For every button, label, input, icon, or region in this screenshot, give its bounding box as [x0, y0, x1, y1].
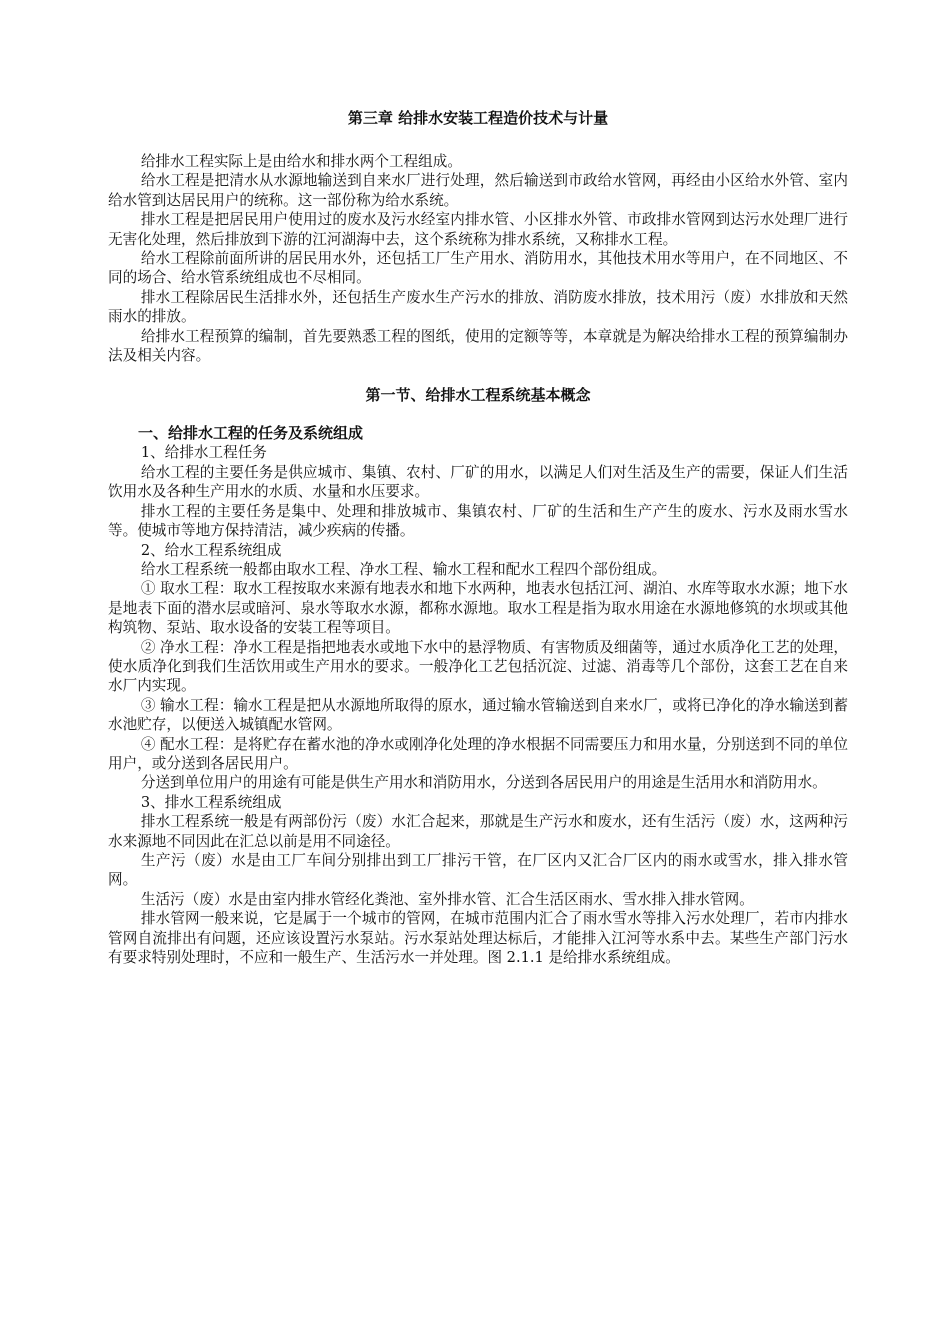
chapter-title: 第三章 给排水安装工程造价技术与计量	[347, 109, 609, 127]
paragraph: 分送到单位用户的用途有可能是供生产用水和消防用水，分送到各居民用户的用途是生活用水和消防用水。	[140, 774, 827, 792]
paragraph: ④ 配水工程：是将贮存在蓄水池的净水或刚净化处理的净水根据不同需要压力和用水量，分别送到不同的单位用户，或分送到各居民用户。	[108, 735, 848, 772]
paragraph: 排水工程是把居民用户使用过的废水及污水经室内排水管、小区排水外管、市政排水管网到达污水处理厂进行无害化处理，然后排放到下游的江河湖海中去，这个系统称为排水系统，又称排水工程。	[108, 211, 848, 248]
paragraph: 生产污（废）水是由工厂车间分别排出到工厂排污干管，在厂区内又汇合厂区内的雨水或雪水，排入排水管网。	[108, 852, 848, 889]
paragraph: 排水工程的主要任务是集中、处理和排放城市、集镇农村、厂矿的生活和生产产生的废水、污水及雨水雪水等。使城市等地方保持清洁，减少疾病的传播。	[108, 502, 848, 540]
subsection-title: 一、给排水工程的任务及系统组成	[138, 424, 364, 443]
section-title: 第一节、给排水工程系统基本概念	[365, 386, 591, 405]
document-page	[108, 108, 848, 967]
paragraph: ① 取水工程：取水工程按取水来源有地表水和地下水两种，地表水包括江河、湖泊、水库等取水水源；地下水是地表下面的潜水层或暗河、泉水等取水水源，都称水源地。取水工程是指为取水用途在水源地修筑的水坝或其他构筑物、泵站、取水设备的安装工程等项目。	[108, 580, 848, 637]
paragraph: 给水工程除前面所讲的居民用水外，还包括工厂生产用水、消防用水，其他技术用水等用户，在不同地区、不同的场合、给水管系统组成也不尽相同。	[108, 250, 848, 287]
paragraph: 排水工程除居民生活排水外，还包括生产废水生产污水的排放、消防废水排放，技术用污（废）水排放和天然雨水的排放。	[108, 288, 848, 326]
list-heading: 1、给排水工程任务	[140, 444, 267, 462]
paragraph: 生活污（废）水是由室内排水管经化粪池、室外排水管、汇合生活区雨水、雪水排入排水管网。	[140, 890, 754, 908]
paragraph: ② 净水工程：净水工程是指把地表水或地下水中的悬浮物质、有害物质及细菌等，通过水质净化工艺的处理，使水质净化到我们生活饮用或生产用水的要求。一般净化工艺包括沉淀、过滤、消毒等几个部份，这套工艺在自来水厂内实现。	[108, 638, 848, 695]
paragraph: 排水管网一般来说，它是属于一个城市的管网，在城市范围内汇合了雨水雪水等排入污水处理厂，若市内排水管网自流排出有问题，还应该设置污水泵站。污水泵站处理达标后，才能排入江河等水系中去。某些生产部门污水有要求特别处理时，不应和一般生产、生活污水一并处理。图 2.1.1 是给排水系统组成。	[108, 910, 848, 967]
paragraph: ③ 输水工程：输水工程是把从水源地所取得的原水，通过输水管输送到自来水厂，或将已净化的净水输送到蓄水池贮存，以便送入城镇配水管网。	[108, 696, 848, 734]
paragraph: 给水工程系统一般都由取水工程、净水工程、输水工程和配水工程四个部份组成。	[140, 560, 667, 578]
paragraph: 给排水工程实际上是由给水和排水两个工程组成。	[140, 153, 462, 170]
list-heading: 2、给水工程系统组成	[140, 541, 282, 559]
paragraph: 给排水工程预算的编制，首先要熟悉工程的图纸，使用的定额等等，本章就是为解决给排水工程的预算编制办法及相关内容。	[108, 327, 848, 365]
paragraph: 排水工程系统一般是有两部份污（废）水汇合起来，那就是生产污水和废水，还有生活污（废）水，这两种污水来源地不同因此在汇总以前是用不同途径。	[108, 813, 848, 850]
list-heading: 3、排水工程系统组成	[140, 793, 282, 811]
paragraph: 给水工程的主要任务是供应城市、集镇、农村、厂矿的用水，以满足人们对生活及生产的需要，保证人们生活饮用水及各种生产用水的水质、水量和水压要求。	[108, 463, 848, 501]
paragraph: 给水工程是把清水从水源地输送到自来水厂进行处理，然后输送到市政给水管网，再经由小区给水外管、室内给水管到达居民用户的统称。这一部份称为给水系统。	[108, 172, 848, 209]
